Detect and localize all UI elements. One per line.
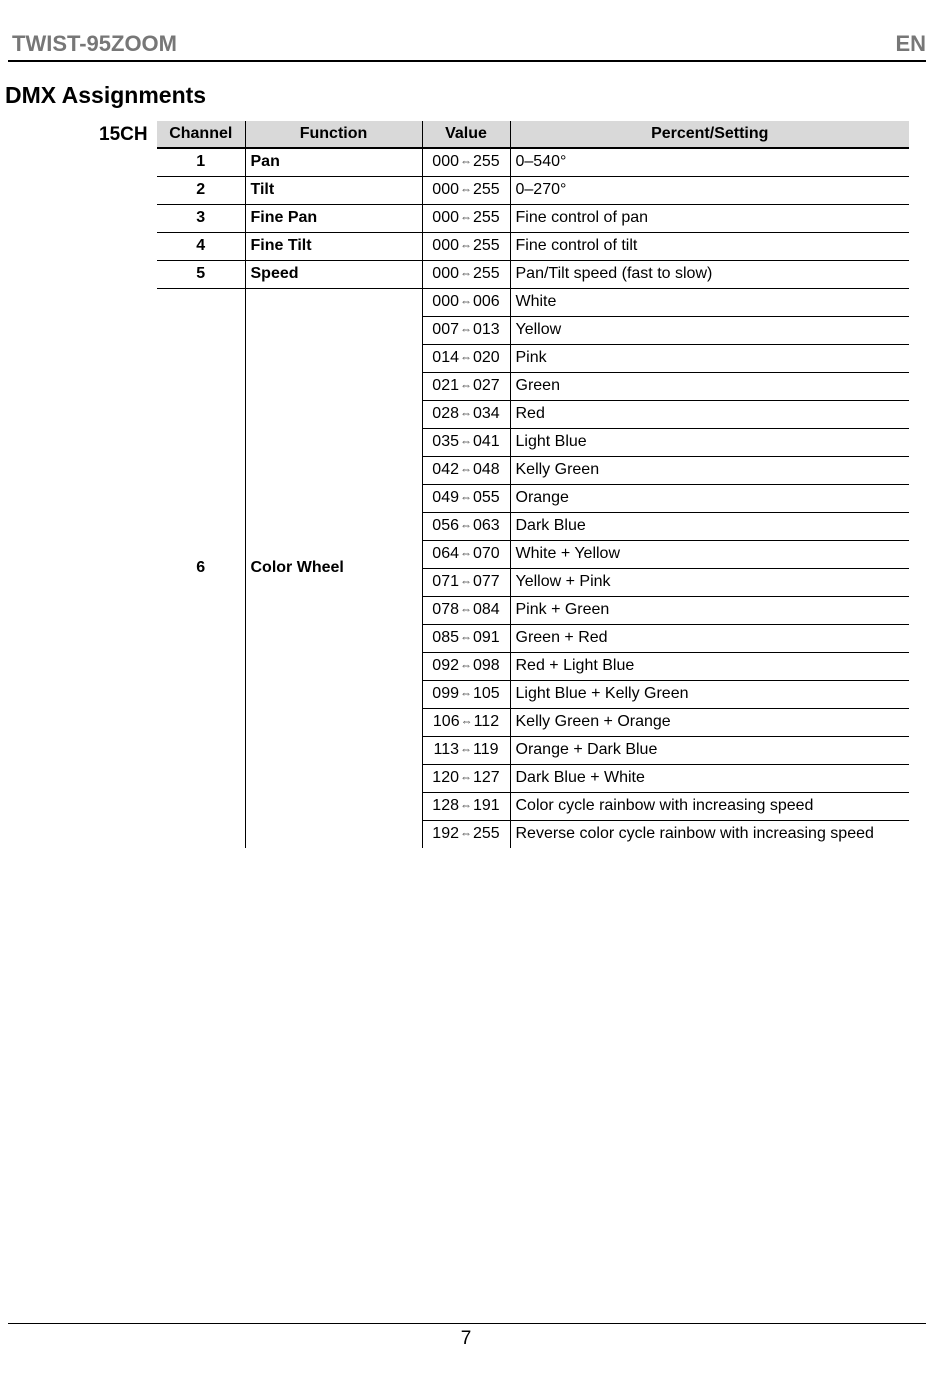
range-to: 013: [473, 321, 500, 338]
range-to: 006: [473, 293, 500, 310]
channel-number-cell: 5: [157, 260, 245, 288]
language-label: EN: [895, 31, 926, 56]
range-to: 055: [473, 489, 500, 506]
range-to: 255: [473, 153, 500, 171]
setting-cell: Light Blue + Kelly Green: [510, 680, 909, 708]
range-to: 119: [473, 741, 499, 758]
range-from: 000: [432, 293, 459, 310]
range-from: 000: [432, 153, 459, 171]
range-to: 127: [473, 769, 500, 786]
range-to: 077: [473, 573, 500, 590]
range-to: 041: [473, 433, 500, 450]
table-header-row: [157, 121, 909, 148]
range-from: 007: [432, 321, 459, 338]
setting-cell: 0–540°: [510, 148, 909, 176]
setting-cell: Pink + Green: [510, 596, 909, 624]
range-to: 084: [473, 601, 500, 618]
range-to: 048: [473, 461, 500, 478]
range-arrow-icon: ⇔: [460, 210, 472, 224]
range-to: 112: [473, 713, 500, 730]
value-range-cell: [422, 792, 510, 820]
setting-cell: Fine control of pan: [510, 204, 909, 232]
value-range-cell: [422, 624, 510, 652]
value-range-cell: [422, 764, 510, 792]
range-arrow-icon: ⇔: [460, 238, 472, 252]
value-range-cell: [422, 540, 510, 568]
function-cell: Speed: [245, 260, 422, 288]
function-cell: Fine Pan: [245, 204, 422, 232]
range-arrow-icon: ⇔: [460, 434, 472, 448]
range-arrow-icon: ⇔: [460, 154, 472, 169]
function-cell: Fine Tilt: [245, 232, 422, 260]
range-from: 099: [432, 685, 459, 702]
range-arrow-icon: ⇔: [460, 714, 473, 728]
value-range-cell: [422, 652, 510, 680]
section-title: DMX Assignments: [5, 82, 207, 108]
channel-number-cell: 2: [157, 176, 245, 204]
setting-cell: Fine control of tilt: [510, 232, 909, 260]
range-arrow-icon: ⇔: [460, 630, 472, 644]
value-range-cell: [422, 596, 510, 624]
setting-cell: Green: [510, 372, 909, 400]
value-range-cell: [422, 736, 510, 764]
range-arrow-icon: ⇔: [460, 826, 472, 841]
range-from: 056: [432, 517, 459, 534]
range-from: 000: [432, 181, 459, 198]
footer-divider: [8, 1323, 926, 1324]
setting-cell: Kelly Green: [510, 456, 909, 484]
channel-number-cell: 6: [196, 559, 206, 577]
value-range-cell: [422, 316, 510, 344]
range-arrow-icon: ⇔: [460, 658, 472, 672]
setting-cell: Orange: [510, 484, 909, 512]
range-from: 078: [432, 601, 459, 618]
table-row: [157, 176, 909, 204]
function-cell: Color Wheel: [245, 288, 422, 848]
range-to: 098: [473, 657, 500, 674]
range-from: 021: [432, 377, 459, 394]
range-arrow-icon: ⇔: [460, 518, 472, 532]
channel-mode-label: 15CH: [99, 124, 148, 145]
range-to: 070: [473, 545, 500, 562]
function-cell: Tilt: [245, 176, 422, 204]
setting-cell: White + Yellow: [510, 540, 909, 568]
range-from: 071: [432, 573, 459, 590]
range-from: 014: [432, 349, 459, 366]
column-header-channel: Channel: [157, 121, 245, 148]
value-range-cell: [422, 680, 510, 708]
table-row: [157, 148, 909, 176]
range-arrow-icon: ⇔: [460, 322, 472, 336]
range-from: 113: [433, 741, 459, 758]
value-range-cell: [422, 820, 510, 848]
range-from: 064: [432, 545, 459, 562]
column-header-value: Value: [422, 121, 510, 148]
value-range-cell: [422, 484, 510, 512]
range-from: 192: [432, 825, 459, 843]
setting-cell: Red + Light Blue: [510, 652, 909, 680]
value-range-cell: [422, 288, 510, 316]
range-to: 091: [473, 629, 500, 646]
value-range-cell: [422, 148, 510, 176]
range-to: 255: [473, 237, 500, 254]
value-range-cell: [422, 512, 510, 540]
value-range-cell: [422, 260, 510, 288]
range-from: 035: [432, 433, 459, 450]
value-range-cell: [422, 232, 510, 260]
range-arrow-icon: ⇔: [460, 406, 472, 420]
range-arrow-icon: ⇔: [460, 182, 472, 196]
setting-cell: Orange + Dark Blue: [510, 736, 909, 764]
value-range-cell: [422, 204, 510, 232]
range-from: 000: [432, 237, 459, 254]
table-row: [157, 204, 909, 232]
value-range-cell: [422, 708, 510, 736]
range-to: 191: [473, 797, 500, 814]
channel-number-cell: 4: [157, 232, 245, 260]
channel-number-cell: 3: [157, 204, 245, 232]
range-arrow-icon: ⇔: [460, 378, 472, 392]
range-arrow-icon: ⇔: [460, 294, 472, 308]
range-arrow-icon: ⇔: [460, 574, 472, 588]
setting-cell: Green + Red: [510, 624, 909, 652]
setting-cell: Red: [510, 400, 909, 428]
range-from: 000: [432, 265, 459, 282]
range-to: 020: [473, 349, 500, 366]
setting-cell: Pink: [510, 344, 909, 372]
range-to: 063: [473, 517, 500, 534]
table-row: [157, 260, 909, 288]
range-arrow-icon: ⇔: [460, 350, 472, 364]
setting-cell: Dark Blue + White: [510, 764, 909, 792]
range-arrow-icon: ⇔: [460, 602, 472, 616]
value-range-cell: [422, 344, 510, 372]
setting-cell: Color cycle rainbow with increasing speed: [510, 792, 909, 820]
range-to: 105: [473, 685, 500, 702]
range-to: 034: [473, 405, 500, 422]
range-to: 255: [473, 181, 500, 198]
range-arrow-icon: ⇔: [460, 490, 472, 504]
setting-cell: Light Blue: [510, 428, 909, 456]
value-range-cell: [422, 372, 510, 400]
range-from: 106: [432, 713, 460, 730]
table-row: [157, 232, 909, 260]
setting-cell: Reverse color cycle rainbow with increasing speed: [510, 820, 909, 848]
setting-cell: 0–270°: [510, 176, 909, 204]
setting-cell: Dark Blue: [510, 512, 909, 540]
range-from: 000: [432, 209, 459, 226]
range-from: 092: [432, 657, 459, 674]
document-model-title: TWIST-95ZOOM: [12, 31, 177, 56]
value-range-cell: [422, 176, 510, 204]
range-from: 028: [432, 405, 459, 422]
range-to: 027: [473, 377, 500, 394]
range-from: 049: [432, 489, 459, 506]
table-row: [157, 288, 909, 316]
header-divider: [8, 60, 926, 62]
value-range-cell: [422, 400, 510, 428]
range-to: 255: [473, 825, 500, 843]
setting-cell: Kelly Green + Orange: [510, 708, 909, 736]
range-from: 042: [432, 461, 459, 478]
column-header-function: Function: [245, 121, 422, 148]
function-cell: Pan: [245, 148, 422, 176]
value-range-cell: [422, 456, 510, 484]
value-range-cell: [422, 428, 510, 456]
range-arrow-icon: ⇔: [460, 462, 472, 476]
setting-cell: Pan/Tilt speed (fast to slow): [510, 260, 909, 288]
setting-cell: Yellow + Pink: [510, 568, 909, 596]
range-to: 255: [473, 265, 500, 282]
channel-number-cell: 1: [157, 148, 245, 176]
range-from: 085: [432, 629, 459, 646]
range-arrow-icon: ⇔: [460, 266, 472, 280]
range-from: 128: [432, 797, 459, 814]
range-arrow-icon: ⇔: [460, 546, 472, 560]
range-from: 120: [432, 769, 459, 786]
range-to: 255: [473, 209, 500, 226]
range-arrow-icon: ⇔: [460, 798, 472, 812]
column-header-setting: Percent/Setting: [510, 121, 909, 148]
setting-cell: Yellow: [510, 316, 909, 344]
range-arrow-icon: ⇔: [460, 742, 472, 756]
page-number: 7: [460, 1328, 472, 1349]
setting-cell: White: [510, 288, 909, 316]
value-range-cell: [422, 568, 510, 596]
range-arrow-icon: ⇔: [460, 770, 472, 784]
range-arrow-icon: ⇔: [460, 686, 472, 700]
table-body: [157, 148, 909, 848]
dmx-assignment-table: [157, 121, 909, 848]
